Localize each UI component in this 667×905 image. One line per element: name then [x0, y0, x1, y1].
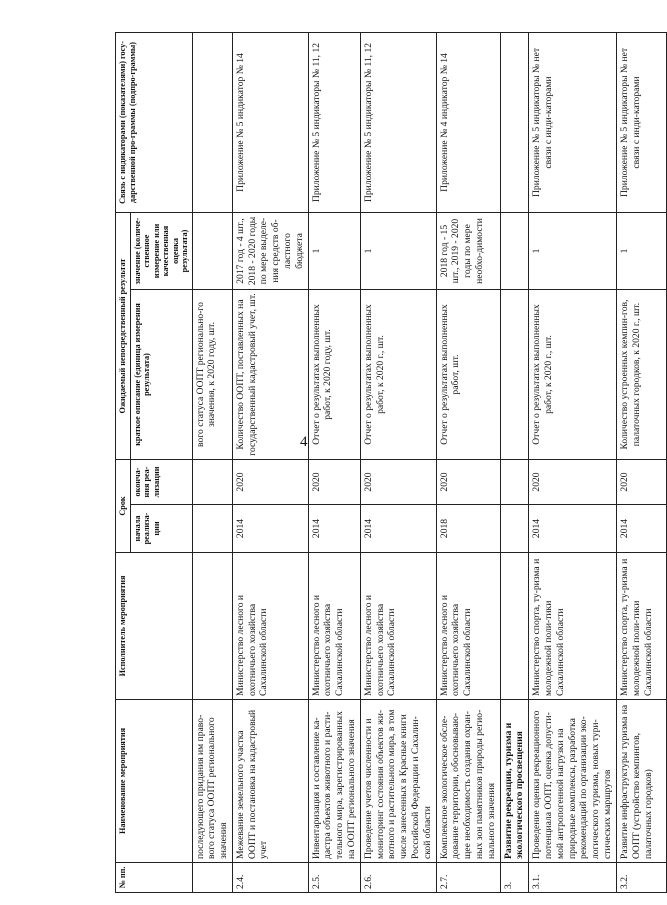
row-num: 2.4.: [232, 863, 308, 893]
table-row: [617, 32, 667, 892]
header-value: значение (количе-ственное измерение или качественная оценка результата): [130, 212, 192, 289]
row-name: Комплексное экологическое обсле-дование территории, обосновываю-щее необходимость создания охран-ных зон памятников природы регио-нального значения: [436, 700, 500, 863]
row-desc: Количество ООПТ, поставленных на государственный кадастровый учет, шт.: [232, 290, 308, 460]
row-name: Инвентаризация и составление ка-дастра объектов животного и расти-тельного мира, зарегистрированных на ООПТ регионального значения: [308, 700, 360, 863]
row-desc: Отчет о результатах выполненных работ, к 2020 году, шт.: [308, 290, 360, 460]
table-row: [436, 32, 500, 892]
row-end: 2020: [308, 460, 360, 505]
rotated-table-wrapper: [115, 33, 654, 893]
header-name: Наименование мероприятия: [116, 700, 193, 863]
header-num: № пп.: [116, 863, 193, 893]
table-row: [360, 32, 436, 892]
row-end: 2020: [360, 460, 436, 505]
row-start: [192, 505, 232, 553]
header-short-desc: краткое описание (единица измерения результата): [130, 290, 192, 460]
row-executor: Министерство лесного и охотничьего хозяйства Сахалинской области: [232, 553, 308, 700]
header-executor: Исполнитель мероприятия: [116, 553, 193, 700]
row-end: 2020: [232, 460, 308, 505]
section-row: [500, 32, 529, 892]
row-value: 1: [529, 212, 617, 289]
row-value: [192, 212, 232, 289]
row-value: 2017 год - 4 шт., 2018 - 2020 годы по мере выделе-ния средств об-ластного бюджета: [232, 212, 308, 289]
row-executor: Министерство лесного и охотничьего хозяйства Сахалинской области: [308, 553, 360, 700]
table-row: [529, 32, 617, 892]
row-end: 2020: [617, 460, 667, 505]
header-term: Срок: [116, 460, 131, 553]
row-executor: Министерство лесного и охотничьего хозяйства Сахалинской области: [436, 553, 500, 700]
row-num: 2.7.: [436, 863, 500, 893]
row-link: Приложение № 5 индикаторы № 11, 12: [308, 32, 360, 212]
row-name: последующего придания им право-вого статуса ООПТ регионального значения: [192, 700, 232, 863]
row-end: 2020: [529, 460, 617, 505]
row-value: 1: [308, 212, 360, 289]
row-desc: Отчет о результатах выполненных работ, к 2020 г., шт.: [360, 290, 436, 460]
row-executor: Министерство спорта, ту-ризма и молодежной поли-тики Сахалинской области: [617, 553, 667, 700]
row-executor: [192, 553, 232, 700]
header-end: оконча-ния реа-лизации: [130, 460, 192, 505]
row-link: Приложение № 5 индикатор № 14: [232, 32, 308, 212]
section-title: Развитие рекреации, туризма и экологического просвещения: [500, 700, 529, 863]
row-link: [192, 32, 232, 212]
row-name: Межевание земельного участка ООПТ и постановка на кадастровый учет: [232, 700, 308, 863]
page-number: 4: [300, 434, 308, 450]
header-start: начала реализа-ции: [130, 505, 192, 553]
row-name: Проведение оценки рекреационного потенциала ООПТ, оценка допусти-мой антропогенной нагрузки на природные комплексы, разработка рекомендаций по организации эко-логического туризма, новых тури-стических маршрутов: [529, 700, 617, 863]
row-start: 2014: [232, 505, 308, 553]
row-executor: Министерство лесного и охотничьего хозяйства Сахалинской области: [360, 553, 436, 700]
row-end: [192, 460, 232, 505]
measures-table: [115, 32, 667, 893]
table-row: [308, 32, 360, 892]
row-start: 2014: [617, 505, 667, 553]
row-name: Развитие инфраструктуры туризма на ООПТ (устройство кемпингов, палаточных городков): [617, 700, 667, 863]
header-link: Связь с индикаторами (показателями) госу-дарственной про-граммы (подпро-граммы): [116, 32, 193, 212]
row-executor: Министерство спорта, ту-ризма и молодежной поли-тики Сахалинской области: [529, 553, 617, 700]
row-desc: вого статуса ООПТ регионально-го значения, к 2020 году, шт.: [192, 290, 232, 460]
row-num: 3.1.: [529, 863, 617, 893]
row-num: 2.6.: [360, 863, 436, 893]
row-num: [192, 863, 232, 893]
row-num: 3.2.: [617, 863, 667, 893]
row-num: 2.5.: [308, 863, 360, 893]
row-link: Приложение № 5 индикаторы № 11, 12: [360, 32, 436, 212]
row-start: 2014: [529, 505, 617, 553]
row-desc: Количество устроенных кемпин-гов, палаточных городков, к 2020 г., шт.: [617, 290, 667, 460]
table-row: [232, 32, 308, 892]
row-start: 2014: [308, 505, 360, 553]
row-end: 2020: [436, 460, 500, 505]
header-result: Ожидаемый непосредственный результат: [116, 212, 131, 459]
row-link: Приложение № 5 индикаторы № нет связи с инди-каторами: [529, 32, 617, 212]
section-num: 3.: [500, 863, 529, 893]
row-value: 1: [360, 212, 436, 289]
row-value: 1: [617, 212, 667, 289]
row-link: Приложение № 4 индикатор № 14: [436, 32, 500, 212]
row-desc: Отчет о результатах выполненных работ, к 2020 г., шт.: [529, 290, 617, 460]
table-row: [192, 32, 232, 892]
header-row-top: [116, 32, 131, 892]
row-link: Приложение № 5 индикаторы № нет связи с инди-каторами: [617, 32, 667, 212]
row-desc: Отчет о результатах выполненных работ, шт.: [436, 290, 500, 460]
row-start: 2014: [360, 505, 436, 553]
row-start: 2018: [436, 505, 500, 553]
row-value: 2018 год - 15 шт., 2019 - 2020 годы по мере необхо-димости: [436, 212, 500, 289]
row-name: Проведение учетов численности и мониторинг состояния объектов жи-вотного и растительного мира, в том числе занесенных в Красные книги Российской Федерации и Сахалин-ской области: [360, 700, 436, 863]
